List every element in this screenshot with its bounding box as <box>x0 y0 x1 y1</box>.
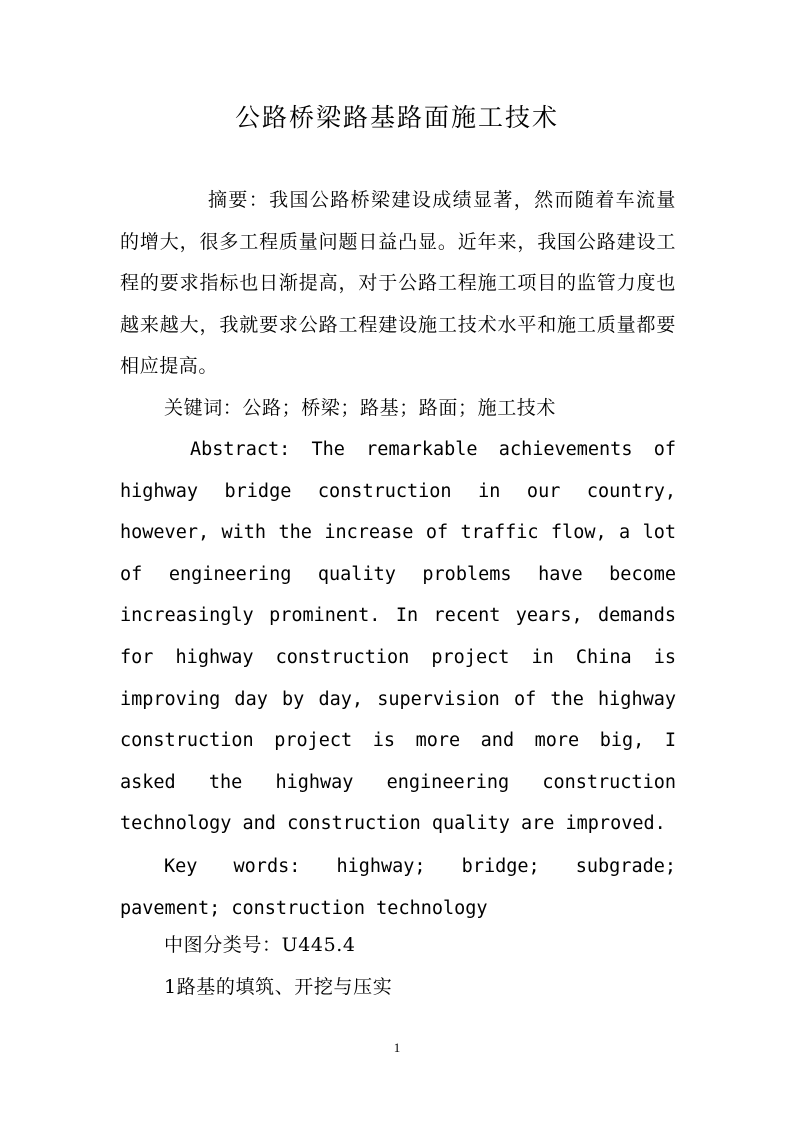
english-keywords: Key words: highway; bridge; subgrade; pavement; construction technology <box>120 856 676 919</box>
english-abstract: Abstract: The remarkable achievements of highway bridge construction in our country, however, with the increase of traffic flow, a lot of engineering quality problems have become increasingly prominent. In recent years, demands for highway construction project in China is improving day by day, supervision of the highway construction project is more and more big, I asked the highway engineering construction technology and construction quality are improved. <box>120 439 676 835</box>
chinese-abstract: 摘要：我国公路桥梁建设成绩显著，然而随着车流量的增大，很多工程质量问题日益凸显。近年来，我国公路建设工程的要求指标也日渐提高，对于公路工程施工项目的监管力度也越来越大，我就要求公路工程建设施工技术水平和施工质量都要相应提高。 <box>120 189 676 378</box>
document-title: 公路桥梁路基路面施工技术 <box>234 103 559 132</box>
chinese-keywords: 关键词：公路；桥梁；路基；路面；施工技术 <box>164 397 557 419</box>
section-heading: 1路基的填筑、开挖与压实 <box>164 976 393 998</box>
classification-number: 中图分类号：U445.4 <box>164 934 356 956</box>
page-number: 1 <box>393 1040 401 1055</box>
